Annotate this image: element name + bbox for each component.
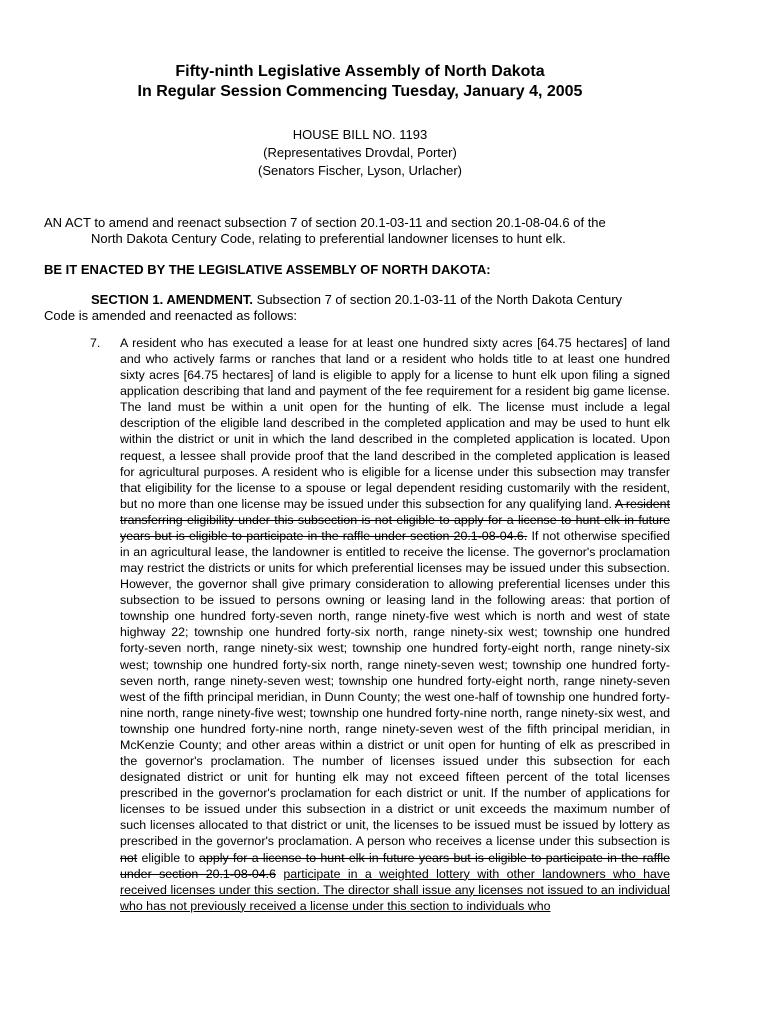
section-1-text-line1: Subsection 7 of section 20.1-03-11 of the North Dakota Century — [253, 292, 623, 307]
act-title-line2: North Dakota Century Code, relating to preferential landowner licenses to hunt elk. — [91, 231, 566, 246]
subsection-number: 7. — [90, 336, 101, 350]
assembly-heading: Fifty-ninth Legislative Assembly of North Dakota — [175, 63, 545, 80]
senators: (Senators Fischer, Lyson, Urlacher) — [258, 163, 462, 178]
subsection-text-part3: eligible to — [141, 850, 195, 865]
bill-info — [160, 126, 560, 180]
document-title — [60, 62, 660, 102]
struck-word-not: not — [120, 850, 138, 865]
subsection-text-part1: A resident who has executed a lease for at least one hundred sixty acres [64.75 hectares] of land and who actively farms or ranches that land or a resident who holds title to at least one hundred sixty acres [64.75 hectares] of land is eligible to apply for a license to hunt elk upon filing a signed application describing that land and payment of the fee requirement for a resident big game license. The land must be within a unit open for the hunting of elk. The license must include a legal description of the eligible land described in the completed application and may be used to hunt elk within the district or unit in which the land described in the completed application is located. Upon request, a lessee shall provide proof that the land described in the completed application is leased for agricultural purposes. A resident who is eligible for a license under this subsection may transfer that eligibility for the license to a spouse or legal dependent residing customarily with the resident, but no more than one license may be issued under this subsection for any qualifying land. — [120, 336, 670, 511]
act-title — [44, 215, 670, 247]
enacting-clause: BE IT ENACTED BY THE LEGISLATIVE ASSEMBLY OF NORTH DAKOTA: — [44, 262, 491, 277]
underlined-new-text: participate in a weighted lottery with other landowners who have received licenses under this section. The director shall issue any licenses not issued to an individual who has not previously received a license under this section to individuals who — [120, 866, 670, 913]
subsection-text-part2: If not otherwise specified in an agricultural lease, the landowner is entitled to receive the license. The governor's proclamation may restrict the districts or units for which preferential licenses may be issued under this subsection. However, the governor shall give primary consideration to allowing preferential licenses under this subsection to be issued to persons owning or leasing land in the following areas: that portion of township one hundred forty-seven north, range ninety-five west which is north and west of state highway 22; township one hundred forty-six north, range ninety-six west; township one hundred forty-seven north, range ninety-six west; township one hundred forty-eight north, range ninety-six west; township one hundred forty-six north, range ninety-seven west; township one hundred forty-seven north, range ninety-seven west; township one hundred forty-eight north, range ninety-seven west of the fifth principal meridian, in Dunn County; the west one-half of township one hundred forty-nine north, range ninety-five west; township one hundred forty-nine north, range ninety-six west, and township one hundred forty-nine north, range ninety-seven west of the fifth principal meridian, in McKenzie County; and other areas within a district or unit open for hunting of elk as prescribed in the governor's proclamation. The number of licenses issued under this subsection for each designated district or unit for hunting elk may not exceed fifteen percent of the total licenses prescribed in the governor's proclamation for each district or unit. If the number of applications for licenses to be issued under this subsection in a district or unit exceeds the maximum number of such licenses allocated to that district or unit, the licenses to be issued must be issued by lottery as prescribed in the governor's proclamation. A person who receives a license under this subsection is — [120, 528, 670, 849]
section-1-intro — [44, 292, 670, 324]
bill-number: HOUSE BILL NO. 1193 — [292, 127, 428, 142]
subsection-7 — [90, 335, 670, 914]
struck-text-1: A resident transferring eligibility under this subsection is not eligible to apply for a license to hunt elk in future years but is eligible to participate in the raffle under section 20.1-08-04.6. — [120, 496, 671, 543]
section-1-label: SECTION 1. AMENDMENT. — [91, 292, 254, 307]
section-1-text-line2: Code is amended and reenacted as follows: — [44, 308, 297, 323]
act-title-line1: AN ACT to amend and reenact subsection 7 of section 20.1-03-11 and section 20.1-08-04.6 of the — [44, 215, 606, 230]
representatives: (Representatives Drovdal, Porter) — [263, 145, 457, 160]
subsection-body — [120, 335, 670, 914]
session-heading: In Regular Session Commencing Tuesday, January 4, 2005 — [137, 83, 583, 100]
struck-text-2: apply for a license to hunt elk in future years but is eligible to participate in the raffle under section 20.1-08-04.6 — [120, 850, 670, 881]
